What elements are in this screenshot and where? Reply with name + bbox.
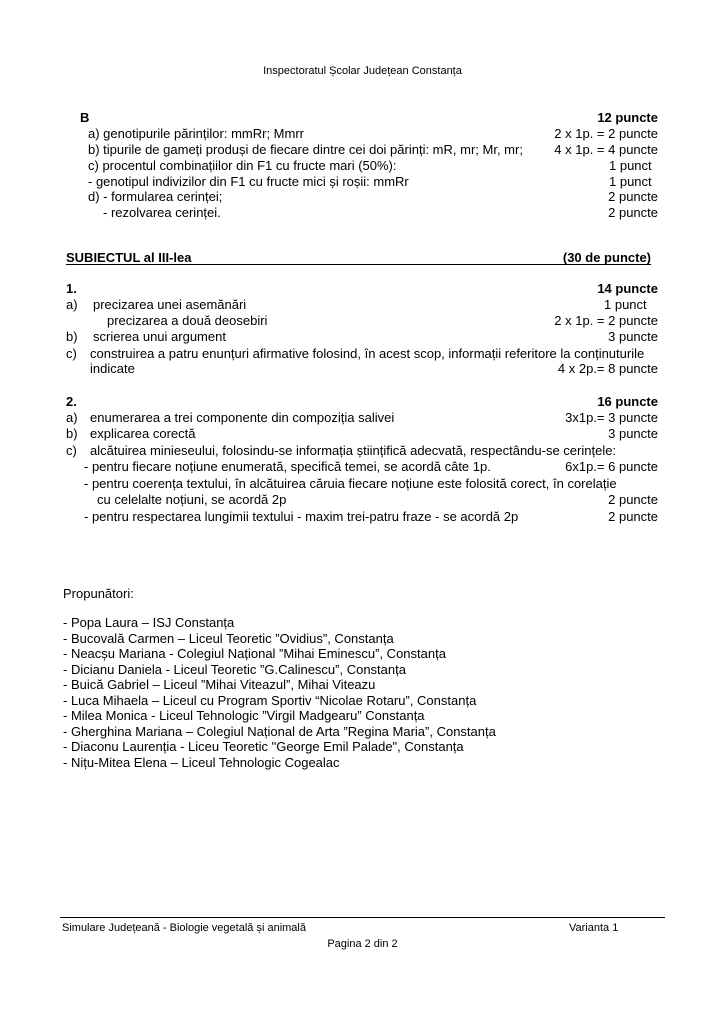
q2-c2-text: - pentru coerența textului, în alcătuirea căruia fiecare noțiune este folosită corect, în corelație	[84, 476, 617, 491]
proposer-item: - Diaconu Laurenția - Liceu Teoretic "George Emil Palade", Constanța	[63, 739, 464, 754]
q2-total: 16 puncte	[597, 394, 658, 409]
page-header: Inspectoratul Școlar Județean Constanța	[263, 65, 462, 77]
b-item-c2-points: 1 punct	[609, 174, 652, 189]
q2-c1-text: - pentru fiecare noțiune enumerată, specifică temei, se acordă câte 1p.	[84, 459, 491, 474]
q2-c3-points: 2 puncte	[608, 509, 658, 524]
q1-a-letter: a)	[66, 297, 78, 312]
subject-3-points: (30 de puncte)	[562, 250, 651, 265]
q1-c-text-cont: indicate	[90, 361, 135, 376]
b-item-c2-text: - genotipul indivizilor din F1 cu fructe mici și roșii: mmRr	[88, 174, 409, 189]
subject-3-title: SUBIECTUL al III-lea	[66, 250, 192, 265]
q2-a-letter: a)	[66, 410, 78, 425]
q1-b-letter: b)	[66, 329, 78, 344]
b-item-a-points: 2 x 1p. = 2 puncte	[554, 126, 658, 141]
q1-a2-text: precizarea a două deosebiri	[107, 313, 268, 328]
section-b-label: B	[80, 110, 90, 125]
footer-divider	[60, 917, 665, 918]
q2-b-points: 3 puncte	[608, 426, 658, 441]
q2-number: 2.	[66, 394, 77, 409]
q2-c1-points: 6x1p.= 6 puncte	[565, 459, 658, 474]
section-b-total: 12 puncte	[597, 110, 658, 125]
q1-a1-text: precizarea unei asemănări	[93, 297, 247, 312]
proposer-item: - Buică Gabriel – Liceul ”Mihai Viteazul”, Mihai Viteazu	[63, 677, 376, 692]
proposer-item: - Luca Mihaela – Liceul cu Program Sportiv “Nicolae Rotaru”, Constanța	[63, 693, 477, 708]
b-item-d-text: d) - formularea cerinței;	[88, 189, 223, 204]
q1-a2-points: 2 x 1p. = 2 puncte	[554, 313, 658, 328]
b-item-c-points: 1 punct	[609, 158, 652, 173]
b-item-d-points: 2 puncte	[608, 189, 658, 204]
q1-number: 1.	[66, 281, 77, 296]
q1-c-letter: c)	[66, 346, 77, 361]
q1-total: 14 puncte	[597, 281, 658, 296]
proposer-item: - Nițu-Mitea Elena – Liceul Tehnologic Cogealac	[63, 755, 340, 770]
q1-a1-points: 1 punct	[604, 297, 647, 312]
proposer-item: - Neacșu Mariana - Colegiul Național ”Mihai Eminescu”, Constanța	[63, 646, 446, 661]
q1-b-points: 3 puncte	[608, 329, 658, 344]
b-item-c-text: c) procentul combinațiilor din F1 cu fructe mari (50%):	[88, 158, 397, 173]
b-item-a-text: a) genotipurile părinților: mmRr; Mmrr	[88, 126, 304, 141]
proposers-heading: Propunători:	[63, 586, 134, 601]
proposer-item: - Popa Laura – ISJ Constanța	[63, 615, 235, 630]
proposer-item: - Milea Monica - Liceul Tehnologic ”Virgil Madgearu” Constanța	[63, 708, 425, 723]
page-number: Pagina 2 din 2	[327, 938, 398, 950]
footer-left: Simulare Județeană - Biologie vegetală și animală	[62, 922, 306, 934]
q2-b-letter: b)	[66, 426, 78, 441]
q2-c-letter: c)	[66, 443, 77, 458]
proposer-item: - Gherghina Mariana – Colegiul Național de Arta ”Regina Maria”, Constanța	[63, 724, 496, 739]
q2-a-points: 3x1p.= 3 puncte	[565, 410, 658, 425]
q2-b-text: explicarea corectă	[90, 426, 196, 441]
q2-c2-points: 2 puncte	[608, 492, 658, 507]
q2-a-text: enumerarea a trei componente din compoziția salivei	[90, 410, 395, 425]
q1-c-text: construirea a patru enunțuri afirmative folosind, în acest scop, informații referitore la conținuturile	[90, 346, 645, 361]
b-item-d2-points: 2 puncte	[608, 205, 658, 220]
footer-variant: Varianta 1	[569, 922, 619, 934]
q2-c3-text: - pentru respectarea lungimii textului - maxim trei-patru fraze - se acordă 2p	[84, 509, 519, 524]
q1-b-text: scrierea unui argument	[93, 329, 226, 344]
proposer-item: - Bucovală Carmen – Liceul Teoretic ”Ovidius”, Constanța	[63, 631, 394, 646]
q2-c-text: alcătuirea minieseului, folosindu-se informația științifică adecvată, respectându-se cerințele:	[90, 443, 617, 458]
b-item-b-text: b) tipurile de gameți produși de fiecare dintre cei doi părinți: mR, mr; Mr, mr;	[88, 142, 523, 157]
q2-c2-text-cont: cu celelalte noțiuni, se acordă 2p	[97, 492, 287, 507]
q1-c-points: 4 x 2p.= 8 puncte	[557, 361, 658, 376]
b-item-d2-text: - rezolvarea cerinței.	[103, 205, 221, 220]
proposer-item: - Dicianu Daniela - Liceul Teoretic ”G.Calinescu”, Constanța	[63, 662, 406, 677]
b-item-b-points: 4 x 1p. = 4 puncte	[554, 142, 658, 157]
